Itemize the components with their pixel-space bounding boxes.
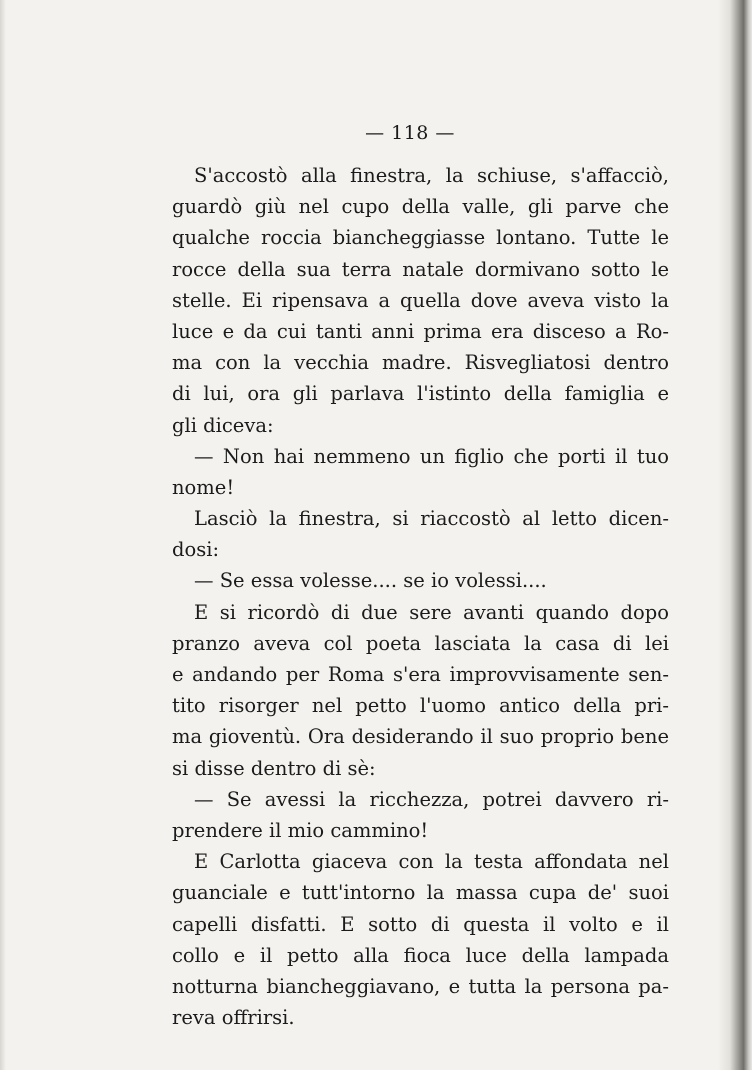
text-line: luce e da cui tanti anni prima era disceso a Ro-	[172, 319, 669, 343]
text-line: collo e il petto alla fioca luce della lampada	[172, 943, 669, 967]
text-line: guanciale e tutt'intorno la massa cupa de' suoi	[172, 881, 669, 905]
text-line: gli diceva:	[172, 413, 274, 437]
text-line: tito risorger nel petto l'uomo antico della pri-	[172, 694, 669, 718]
page-number: — 118 —	[365, 122, 455, 144]
text-line: E Carlotta giaceva con la testa affondata nel	[194, 850, 669, 874]
text-line: — Non hai nemmeno un figlio che porti il tuo	[194, 444, 669, 468]
text-line: guardò giù nel cupo della valle, gli parve che	[172, 195, 669, 219]
text-line: si disse dentro di sè:	[172, 756, 376, 780]
text-line: nome!	[172, 475, 235, 499]
text-line: e andando per Roma s'era improvvisamente sen-	[172, 663, 669, 686]
text-line: S'accostò alla finestra, la schiuse, s'affacciò,	[194, 164, 669, 187]
body-text	[172, 160, 669, 1033]
text-line: prendere il mio cammino!	[172, 818, 429, 842]
text-line: notturna biancheggiavano, e tutta la persona pa-	[172, 974, 669, 998]
text-line: qualche roccia biancheggiasse lontano. Tutte le	[172, 226, 669, 250]
text-line: pranzo aveva col poeta lasciata la casa di lei	[172, 631, 669, 655]
text-line: reva offrirsi.	[172, 1006, 295, 1030]
text-line: ma con la vecchia madre. Risvegliatosi dentro	[172, 351, 669, 375]
text-line: capelli disfatti. E sotto di questa il volto e il	[172, 912, 669, 936]
page-edge-right	[718, 0, 752, 1070]
page-edge-left	[0, 0, 6, 1070]
text-line: stelle. Ei ripensava a quella dove aveva visto la	[172, 288, 669, 312]
text-line: E si ricordò di due sere avanti quando dopo	[194, 600, 669, 624]
text-line: — Se essa volesse.... se io volessi....	[194, 569, 547, 593]
text-line: — Se avessi la ricchezza, potrei davvero ri-	[194, 787, 669, 811]
text-line: dosi:	[172, 538, 220, 562]
text-line: di lui, ora gli parlava l'istinto della famiglia e	[172, 382, 669, 406]
text-line: Lasciò la finestra, si riaccostò al letto dicen-	[194, 507, 669, 531]
text-line: rocce della sua terra natale dormivano sotto le	[172, 257, 669, 281]
text-line: ma gioventù. Ora desiderando il suo proprio bene	[172, 725, 669, 749]
